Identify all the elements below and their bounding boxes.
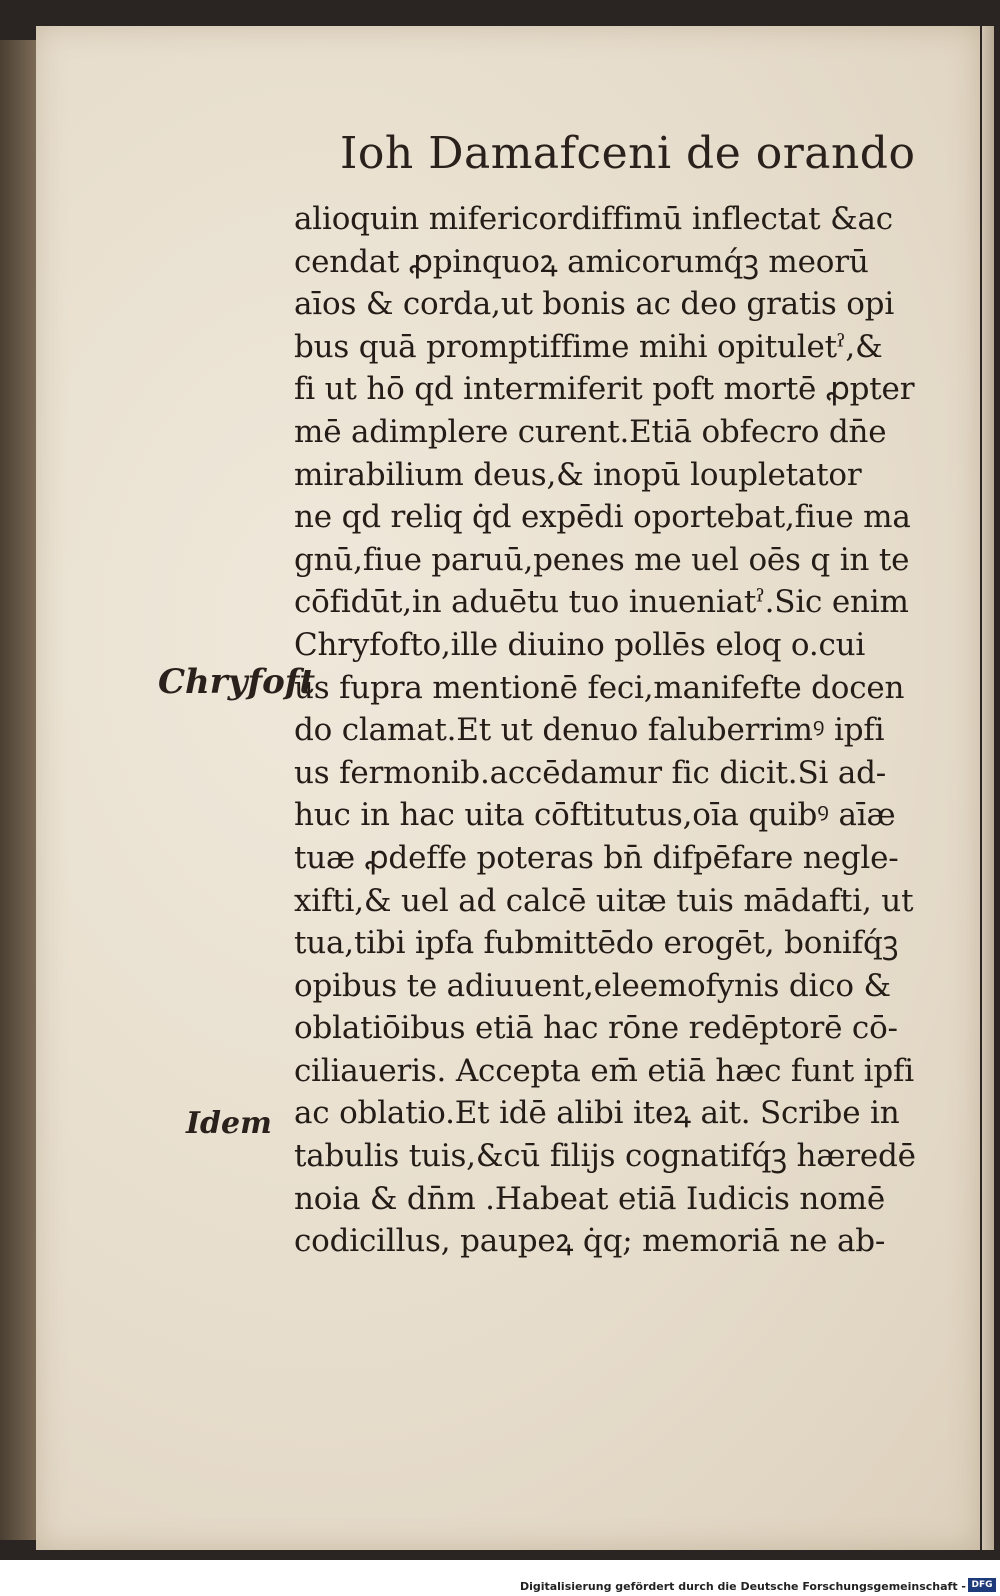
text-line: ne qd reliq q̇d expēdi oportebat,fiue ma [294,499,911,536]
text-line: gnū,fiue paruū,penes me uel oēs q in te [294,541,910,578]
running-head: Ioh Damafceni de orando [340,128,916,179]
text-line: bus quā promptiffime mihi opituletˀ,& [294,328,883,365]
text-line: do clamat.Et ut denuo faluberrimꝰ ipfi [294,712,885,749]
text-line: us fupra mentionē feci,manifefte docen [294,669,905,706]
text-line: huc in hac uita cōftitutus,oīa quibꝰ aīæ [294,797,896,834]
text-line: noia & dn̄m .Habeat etiā Iudicis nomē [294,1180,885,1217]
text-line: aīos & corda,ut bonis ac deo gratis opi [294,286,895,323]
text-line: alioquin mifericordiffimū inflectat &ac [294,201,893,237]
page-edge [982,26,994,1550]
text-line: tua,tibi ipfa fubmittēdo erogēt, bonifq́ꝫ [294,925,899,962]
text-line: ciliaueris. Accepta em̄ etiā hæc funt ipfi [294,1052,914,1089]
text-line: cōfidūt,in aduētu tuo inueniatˀ.Sic enim [294,584,909,621]
marginal-note-chrysostom: Chryfoft [158,662,316,702]
text-line: opibus te adiuuent,eleemofynis dico & [294,967,891,1004]
book-binding [0,40,36,1540]
text-line: Chryfofto,ille diuino pollēs eloq o.cui [294,626,866,663]
text-line: fi ut hō qd intermiferit poft mortē ꝓpter [294,371,915,408]
text-line: xifti,& uel ad calcē uitæ tuis mādafti, ut [294,882,914,919]
marginal-note-idem: Idem [186,1106,272,1141]
text-line: ac oblatio.Et idē alibi iteꝝ ait. Scribe in [294,1095,900,1132]
text-line: tuæ ꝓdeffe poteras bn̄ difpēfare negle- [294,839,899,876]
text-line: mē adimplere curent.Etiā obfecro dn̄e [294,413,887,450]
text-line: oblatiōibus etiā hac rōne redēptorē cō- [294,1010,898,1047]
dfg-logo: DFG [968,1578,996,1592]
digitization-credit: Digitalisierung gefördert durch die Deutsche Forschungsgemeinschaft - [519,1580,966,1593]
text-line: cendat ꝓpinquoꝝ amicorumq́ꝫ meorū [294,243,869,280]
text-line: tabulis tuis,&cū filijs cognatifq́ꝫ hæredē [294,1138,916,1175]
text-line: us fermonib.accēdamur fic dicit.Si ad- [294,754,887,791]
text-line: mirabilium deus,& inopū loupletator [294,456,862,493]
body-text [294,198,944,1263]
text-line: codicillus, paupeꝝ q̇q; memoriā ne ab- [294,1223,886,1260]
